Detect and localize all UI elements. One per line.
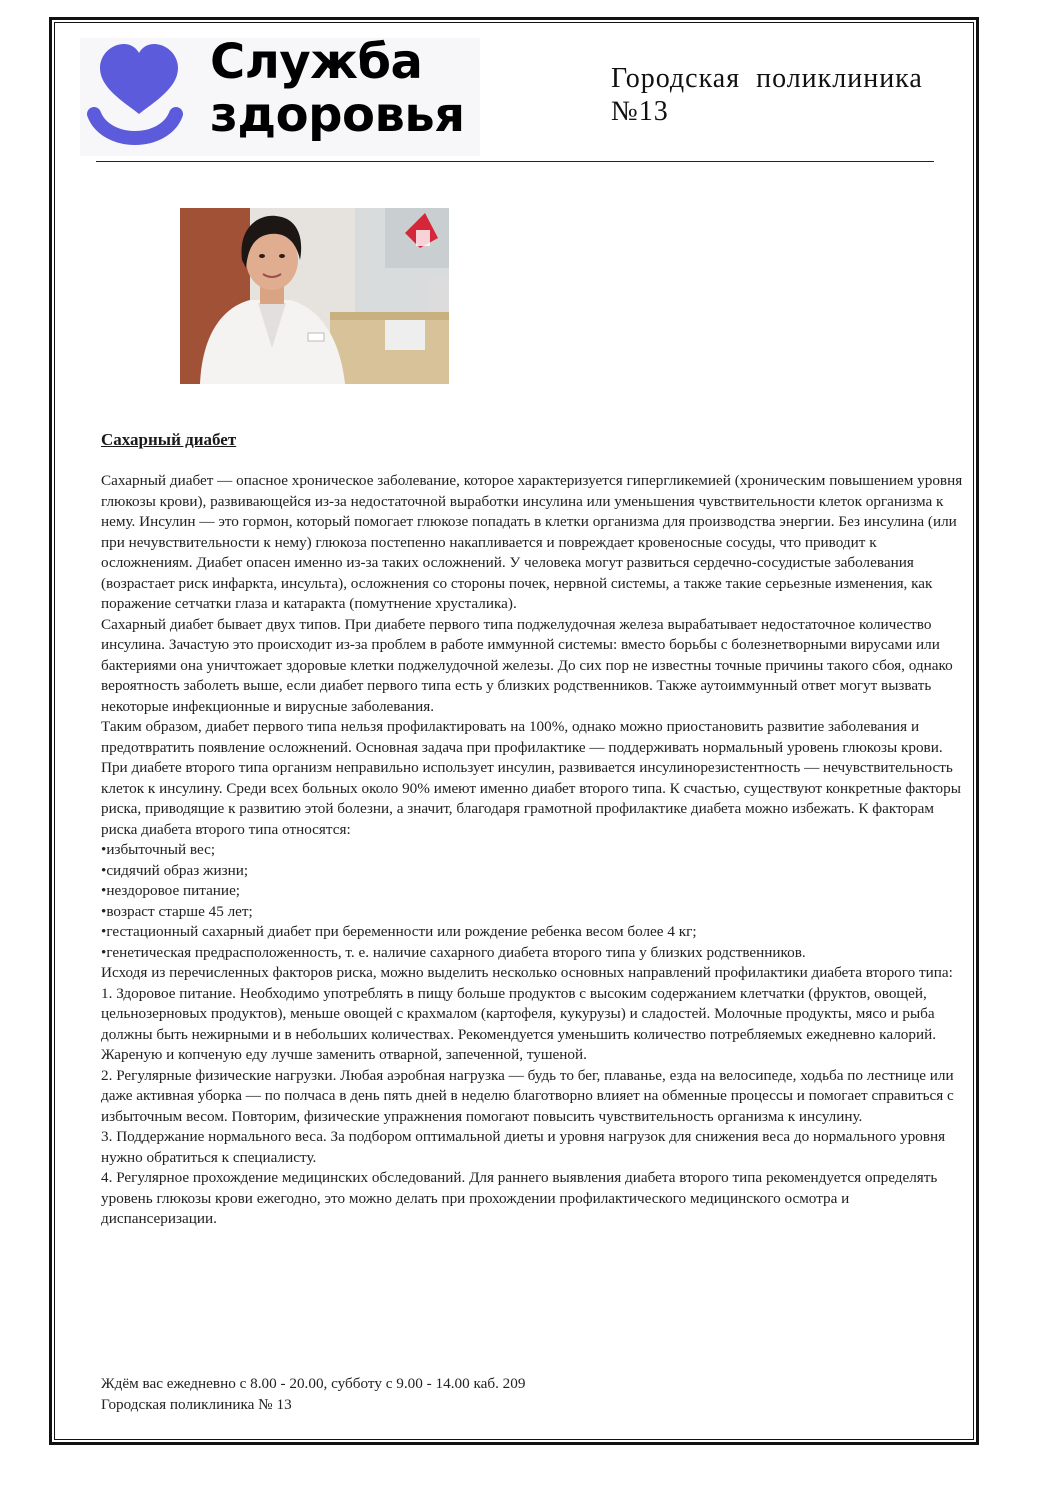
risk-factor-item: •избыточный вес;	[101, 841, 216, 858]
footer-hours: Ждём вас ежедневно с 8.00 - 20.00, субботу с 9.00 - 14.00 каб. 209	[101, 1375, 526, 1392]
article-paragraph: При диабете второго типа организм неправильно использует инсулин, развивается инсулинорезистентность — нечувствительность клеток к инсулину. Среди всех больных около 90% имеют именно диабет второго типа. К счастью, существуют конкретные факторы риска, приводящие к развитию этой болезни, а значит, благодаря грамотной профилактике диабета можно избежать. К факторам риска диабета второго типа относятся:	[101, 759, 961, 838]
prevention-item: 1. Здоровое питание. Необходимо употреблять в пищу больше продуктов с высоким содержанием клетчатки (фруктов, овощей, цельнозерновых продуктов), меньше овощей с крахмалом (картофеля, кукурузы) и сладостей. Молочные продукты, мясо и рыба должны быть нежирными и в небольших количествах. Рекомендуется уменьшить количество потребляемых ежедневно калорий. Жареную и копченую еду лучше заменить отварной, запеченной, тушеной.	[101, 984, 937, 1063]
clinic-title-line-1: Городская поликлиника	[611, 63, 923, 94]
header-divider	[96, 161, 934, 162]
prevention-item: 2. Регулярные физические нагрузки. Любая аэробная нагрузка — будь то бег, плаванье, езда на велосипеде, ходьба по лестнице или даже активная уборка — по полчаса в день пять дней в неделю благотворно влияет на обменные процессы и помогает справиться с избыточным весом. Повторим, физические упражнения помогают повысить чувствительность организма к инсулину.	[101, 1066, 954, 1125]
article-paragraph: Сахарный диабет бывает двух типов. При диабете первого типа поджелудочная железа вырабатывает недостаточное количество инсулина. Зачастую это происходит из-за проблем в работе иммунной системы: вместо борьбы с болезнетворными вирусами или бактериями она уничтожает здоровые клетки поджелудочной железы. До сих пор не известны точные причины такого сбоя, однако вероятность заболеть выше, если диабет первого типа есть у близких родственников. Также аутоиммунный ответ могут вызвать некоторые инфекционные и вирусные заболевания.	[101, 615, 953, 715]
prevention-item: 4. Регулярное прохождение медицинских обследований. Для раннего выявления диабета второго типа рекомендуется определять уровень глюкозы крови ежегодно, это можно делать при прохождении профилактического медицинского осмотра и диспансеризации.	[101, 1169, 938, 1227]
logo-line-1: Служба	[210, 34, 423, 90]
risk-factor-item: •нездоровое питание;	[101, 882, 241, 899]
doctor-photo	[180, 208, 449, 384]
article-paragraph: Сахарный диабет — опасное хроническое заболевание, которое характеризуется гипергликемией (хроническим повышением уровня глюкозы крови), развивающейся из-за недостаточной выработки инсулина или уменьшения чувствительности клеток организма к нему. Инсулин — это гормон, который помогает глюкозе попадать в клетки организма для производства энергии. Без инсулина (или при нечувствительности к нему) глюкоза постепенно накапливается и повреждает кровеносные сосуды, что приводит к осложнениям. Диабет опасен именно из-за таких осложнений. У человека могут развиться сердечно-сосудистые заболевания (возрастает риск инфаркта, инсульта), осложнения со стороны почек, нервной системы, а также такие серьезные изменения, как поражение сетчатки глаза и катаракта (помутнение хрусталика).	[101, 472, 963, 612]
clinic-title	[611, 62, 951, 128]
article-paragraph: Таким образом, диабет первого типа нельзя профилактировать на 100%, однако можно приостановить развитие заболевания и предотвратить появление осложнений. Основная задача при профилактике — поддерживать нормальный уровень глюкозы крови.	[101, 718, 943, 756]
article-paragraph: Исходя из перечисленных факторов риска, можно выделить несколько основных направлений профилактики диабета второго типа:	[101, 964, 953, 981]
risk-factor-item: •гестационный сахарный диабет при беременности или рождение ребенка весом более 4 кг;	[101, 923, 697, 940]
logo-line-2: здоровья	[210, 87, 465, 143]
risk-factor-item: •генетическая предрасположенность, т. е. наличие сахарного диабета второго типа у близких родственников.	[101, 943, 806, 961]
footer	[101, 1374, 801, 1415]
footer-clinic: Городская поликлиника № 13	[101, 1395, 292, 1413]
clinic-title-line-2: №13	[611, 96, 669, 127]
article-title: Сахарный диабет	[101, 430, 237, 449]
risk-factor-item: •сидячий образ жизни;	[101, 861, 249, 879]
prevention-item: 3. Поддержание нормального веса. За подбором оптимальной диеты и уровня нагрузок для снижения веса до нормального уровня нужно обратиться к специалисту.	[101, 1128, 946, 1166]
logo-wordmark	[210, 36, 510, 142]
risk-factor-item: •возраст старше 45 лет;	[101, 902, 253, 920]
article-body	[101, 471, 963, 1230]
